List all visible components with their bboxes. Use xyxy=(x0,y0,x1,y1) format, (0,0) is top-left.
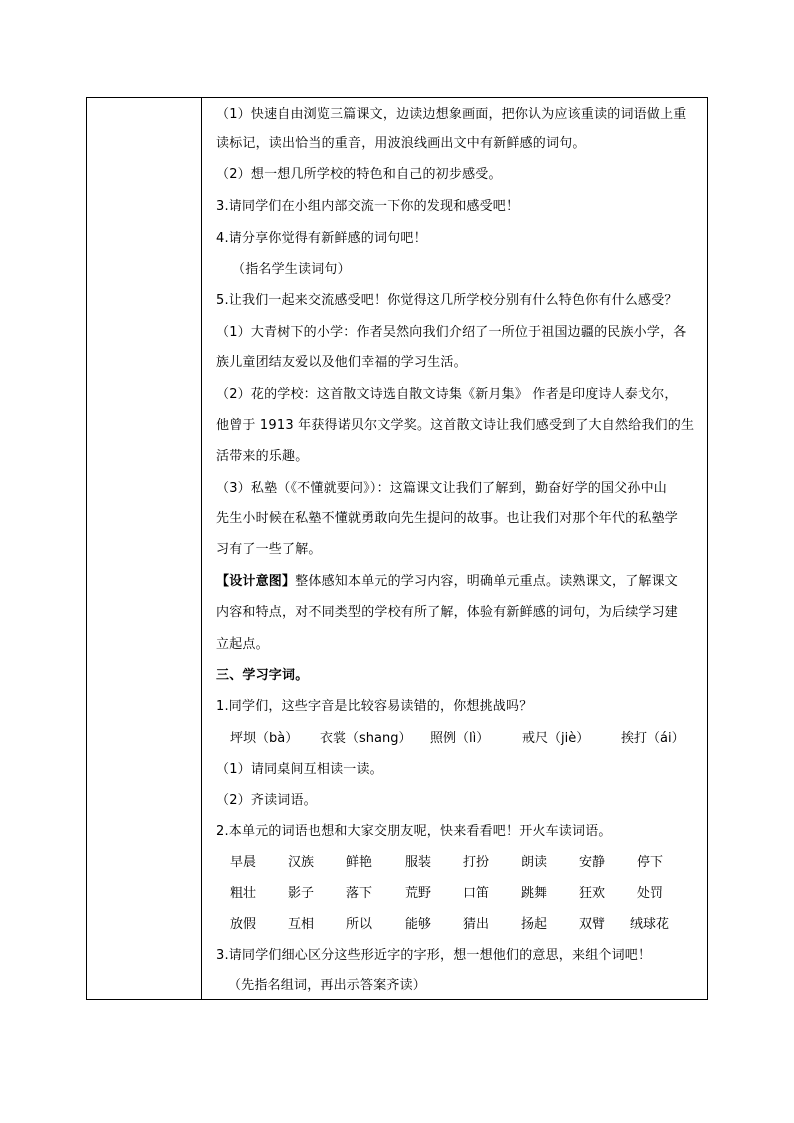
vocabulary-word: 影子 xyxy=(288,886,315,901)
paragraph-line: 先生小时候在私塾不懂就勇敢向先生提问的故事。也让我们对那个年代的私塾学 xyxy=(216,511,679,526)
vocabulary-word: 狂欢 xyxy=(579,886,606,901)
question-line: 1.同学们，这些字音是比较容易读错的，你想挑战吗？ xyxy=(216,699,533,714)
vocabulary-word: 扬起 xyxy=(521,917,548,932)
paragraph-line: 活带来的乐趣。 xyxy=(216,449,309,464)
vocabulary-word: 落下 xyxy=(346,886,373,901)
teacher-note: （先指名组词，再出示答案齐读） xyxy=(228,978,427,993)
design-intent-line: 立起点。 xyxy=(216,637,269,652)
vocabulary-word: 停下 xyxy=(637,855,664,870)
vocabulary-word: 所以 xyxy=(346,917,373,932)
design-intent-line: 内容和特点，对不同类型的学校有所了解，体验有新鲜感的词句，为后续学习建 xyxy=(216,605,679,620)
step-line: （2）齐读词语。 xyxy=(216,793,317,808)
step-line: （1）请同桌间互相读一读。 xyxy=(216,762,383,777)
pronunciation-row xyxy=(216,729,716,749)
vocabulary-word: 处罚 xyxy=(637,886,664,901)
paragraph-line: 4.请分享你觉得有新鲜感的词句吧！ xyxy=(216,231,427,246)
pronunciation-item: 戒尺（jiè） xyxy=(522,731,590,746)
vocabulary-word: 绒球花 xyxy=(630,917,670,932)
paragraph-line: 读标记，读出恰当的重音，用波浪线画出文中有新鲜感的词句。 xyxy=(216,136,586,151)
vocabulary-word: 服装 xyxy=(405,855,432,870)
paragraph-line: 习有了一些了解。 xyxy=(216,542,322,557)
design-intent-text: 整体感知本单元的学习内容，明确单元重点。读熟课文，了解课文 xyxy=(295,574,679,589)
vocabulary-word: 安静 xyxy=(579,855,606,870)
design-intent-label: 【设计意图】 xyxy=(216,574,296,589)
vocabulary-word: 粗壮 xyxy=(230,886,257,901)
column-divider xyxy=(201,98,202,999)
paragraph-line: 族儿童团结友爱以及他们幸福的学习生活。 xyxy=(216,355,467,370)
vocabulary-word: 荒野 xyxy=(405,886,432,901)
vocabulary-word: 口笛 xyxy=(463,886,490,901)
vocabulary-row xyxy=(216,915,696,935)
vocabulary-word: 跳舞 xyxy=(521,886,548,901)
paragraph-line: （3）私塾（《不懂就要问》）：这篇课文让我们了解到，勤奋好学的国父孙中山 xyxy=(216,481,667,496)
vocabulary-row xyxy=(216,853,696,873)
paragraph-line: （2）花的学校：这首散文诗选自散文诗集《新月集》 作者是印度诗人泰戈尔， xyxy=(216,387,678,402)
vocabulary-word: 鲜艳 xyxy=(346,855,373,870)
vocabulary-word: 互相 xyxy=(288,917,315,932)
section-title: 三、学习字词。 xyxy=(216,668,309,683)
paragraph-line: 3.请同学们在小组内部交流一下你的发现和感受吧！ xyxy=(216,199,520,214)
paragraph-line: 5.让我们一起来交流感受吧！你觉得这几所学校分别有什么特色你有什么感受？ xyxy=(216,293,678,308)
paragraph-line: （1）大青树下的小学：作者吴然向我们介绍了一所位于祖国边疆的民族小学，各 xyxy=(216,325,687,340)
vocabulary-row xyxy=(216,884,696,904)
pronunciation-item: 坪坝（bà） xyxy=(230,731,299,746)
question-line: 2.本单元的词语也想和大家交朋友呢，快来看看吧！开火车读词语。 xyxy=(216,824,612,839)
vocabulary-word: 早晨 xyxy=(230,855,257,870)
pronunciation-item: 挨打（ái） xyxy=(621,731,685,746)
paragraph-line: （2）想一想几所学校的特色和自己的初步感受。 xyxy=(216,167,502,182)
pronunciation-item: 衣裳（shang） xyxy=(320,731,412,746)
paragraph-line: （1）快速自由浏览三篇课文，边读边想象画面，把你认为应该重读的词语做上重 xyxy=(216,107,687,122)
vocabulary-word: 猜出 xyxy=(463,917,490,932)
vocabulary-word: 打扮 xyxy=(463,855,490,870)
design-intent-line xyxy=(216,572,678,592)
pronunciation-item: 照例（lì） xyxy=(430,731,490,746)
vocabulary-word: 汉族 xyxy=(288,855,315,870)
paragraph-line: （指名学生读词句） xyxy=(232,262,351,277)
question-line: 3.请同学们细心区分这些形近字的字形，想一想他们的意思，来组个词吧！ xyxy=(216,948,652,963)
vocabulary-word: 能够 xyxy=(405,917,432,932)
vocabulary-word: 双臂 xyxy=(579,917,606,932)
paragraph-line: 他曾于 1913 年获得诺贝尔文学奖。这首散文诗让我们感受到了大自然给我们的生 xyxy=(216,418,695,433)
vocabulary-word: 朗读 xyxy=(521,855,548,870)
lesson-table xyxy=(86,97,708,1000)
vocabulary-word: 放假 xyxy=(230,917,257,932)
